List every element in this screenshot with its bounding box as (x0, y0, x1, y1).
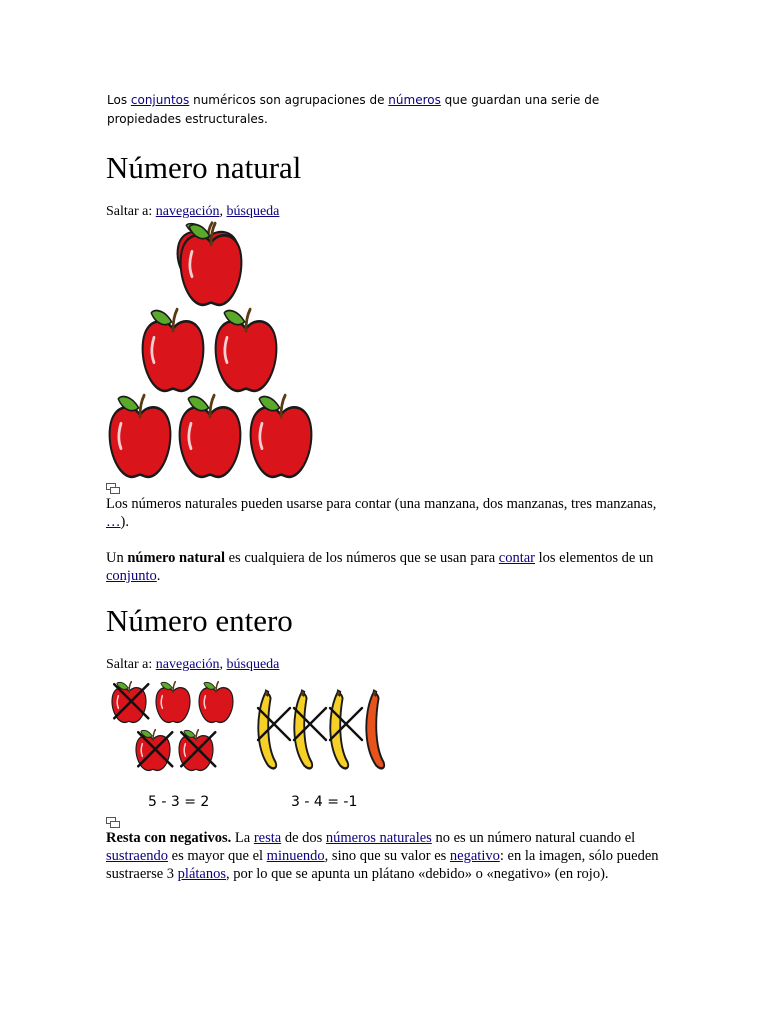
apple-icon (251, 396, 312, 477)
definition-text: . (156, 568, 161, 584)
caption-text: , sino que su valor es (324, 848, 450, 864)
apple-icon (180, 396, 241, 477)
apple-icon (110, 396, 171, 477)
jump-separator: , (219, 204, 227, 219)
enlarge-icon[interactable] (106, 483, 120, 494)
equation-apples: 5 - 3 = 2 (148, 794, 210, 810)
subtraction-image (104, 676, 394, 784)
apple-icon (216, 310, 277, 391)
link-resta[interactable]: resta (253, 830, 282, 846)
link-navegacion[interactable]: navegación (155, 204, 220, 219)
intro-text: que guardan una serie de propiedades estructurales. (107, 93, 600, 126)
link-busqueda[interactable]: búsqueda (226, 657, 280, 672)
caption-text: de dos (281, 830, 326, 846)
intro-text: Los (107, 93, 131, 107)
heading-numero-entero: Número entero (106, 603, 293, 638)
intro-text: numéricos son agrupaciones de (189, 93, 389, 107)
caption-text: no es un número natural cuando el (431, 830, 636, 846)
jump-label: Saltar a: (106, 204, 156, 219)
link-sustraendo[interactable]: sustraendo (106, 848, 169, 864)
definition-term: número natural (127, 550, 225, 566)
intro-paragraph (107, 91, 667, 129)
definition-text: los elementos de un (535, 550, 654, 566)
caption-text: La (231, 830, 254, 846)
definition-text: es cualquiera de los números que se usan para (224, 550, 499, 566)
caption-title: Resta con negativos. (106, 830, 232, 846)
enlarge-icon[interactable] (106, 817, 120, 828)
apples-pyramid-image (104, 220, 324, 482)
banana-icon (366, 690, 384, 768)
link-numeros-naturales[interactable]: números naturales (325, 830, 432, 846)
caption-text: es mayor que el (168, 848, 267, 864)
natural-caption (106, 495, 666, 531)
link-negativo[interactable]: negativo (449, 848, 500, 864)
jump-links (106, 203, 666, 221)
natural-definition (106, 549, 666, 585)
link-ellipsis[interactable]: … (106, 514, 121, 530)
link-conjunto[interactable]: conjunto (106, 568, 157, 584)
heading-numero-natural: Número natural (106, 150, 302, 185)
caption-text: Los números naturales pueden usarse para contar (una manzana, dos manzanas, tres manzanas, (106, 496, 657, 512)
apple-icon (143, 310, 204, 391)
caption-text: ). (120, 514, 129, 530)
equation-bananas: 3 - 4 = -1 (291, 794, 358, 810)
link-conjuntos[interactable]: conjuntos (130, 93, 190, 107)
integer-caption (106, 829, 666, 883)
link-contar[interactable]: contar (498, 550, 536, 566)
apple-icon (199, 682, 233, 723)
jump-links (106, 656, 666, 674)
link-navegacion[interactable]: navegación (155, 657, 220, 672)
jump-separator: , (219, 657, 227, 672)
link-busqueda[interactable]: búsqueda (226, 204, 280, 219)
link-minuendo[interactable]: minuendo (266, 848, 325, 864)
jump-label: Saltar a: (106, 657, 156, 672)
link-numeros[interactable]: números (388, 93, 441, 107)
apple-icon (156, 682, 190, 723)
definition-text: Un (106, 550, 128, 566)
caption-text: : en la imagen, sólo pueden sustraerse 3 (106, 848, 659, 882)
link-platanos[interactable]: plátanos (177, 866, 226, 882)
caption-text: , por lo que se apunta un plátano «debido» o «negativo» (en rojo). (226, 866, 609, 882)
